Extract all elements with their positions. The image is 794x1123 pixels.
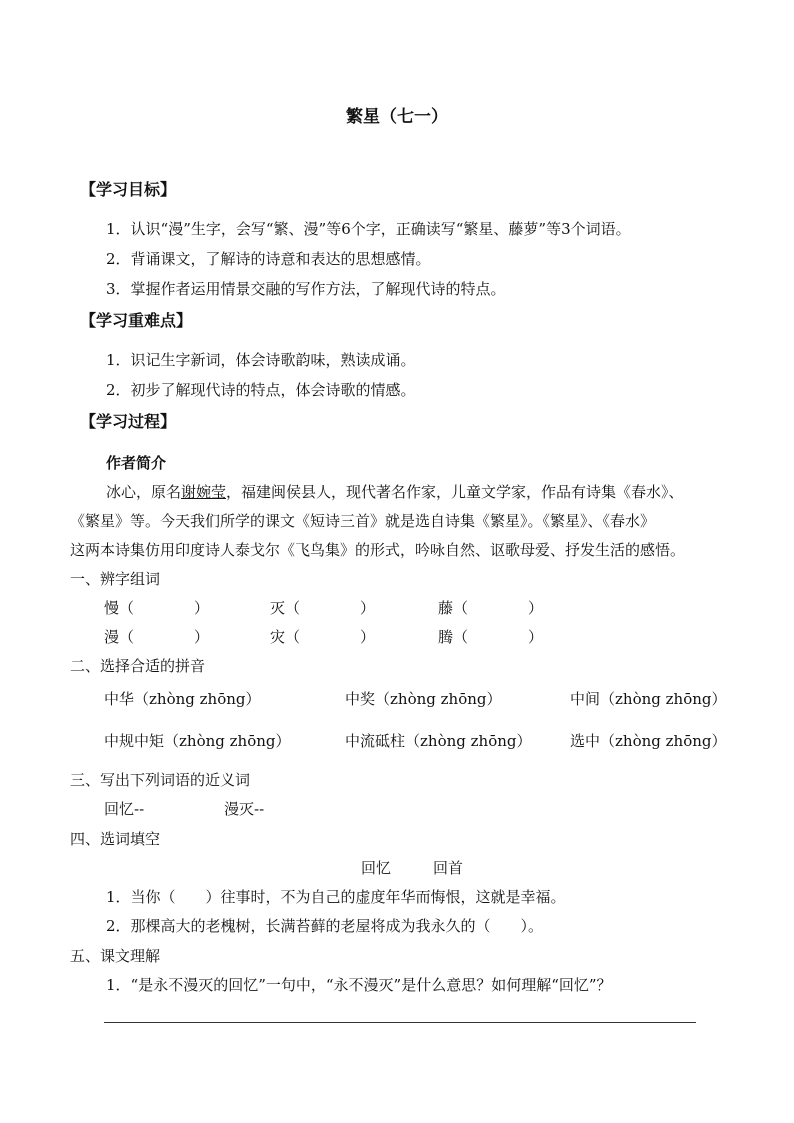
- answer-line[interactable]: [104, 1022, 696, 1023]
- goal-item-1: 1．认识“漫”生字，会写“繁、漫”等6个字，正确读写“繁星、藤萝”等3个词语。: [106, 220, 631, 238]
- pinyin-choice[interactable]: 选中（zhòng zhōng）: [570, 732, 727, 750]
- section-4-heading: 四、选词填空: [70, 830, 161, 848]
- word-blank[interactable]: 灾（ ）: [270, 628, 376, 646]
- section-5-heading: 五、课文理解: [70, 947, 161, 965]
- author-paragraph-line-2: 《繁星》等。今天我们所学的课文《短诗三首》就是选自诗集《繁星》。《繁星》、《春水》: [70, 512, 656, 530]
- fill-in-item-1[interactable]: 1．当你（ ）往事时，不为自己的虚度年华而悔恨，这就是幸福。: [106, 888, 566, 906]
- author-real-name: 谢婉莹: [181, 483, 227, 501]
- goal-item-2: 2．背诵课文，了解诗的诗意和表达的思想感情。: [106, 250, 431, 268]
- author-text: ，福建闽侯县人，现代著名作家，儿童文学家，作品有诗集《春水》、: [226, 483, 684, 501]
- word-blank[interactable]: 腾（ ）: [438, 628, 544, 646]
- page-title: 繁星（七一）: [346, 107, 448, 127]
- word-blank[interactable]: 藤（ ）: [438, 599, 544, 617]
- author-paragraph-line-3: 这两本诗集仿用印度诗人泰戈尔《飞鸟集》的形式，吟咏自然、讴歌母爱、抒发生活的感悟。: [70, 541, 686, 559]
- goals-heading: 【学习目标】: [80, 180, 177, 199]
- pinyin-choice[interactable]: 中华（zhòng zhōng）: [104, 690, 261, 708]
- word-blank[interactable]: 漫（ ）: [104, 628, 210, 646]
- author-paragraph-line-1: [106, 481, 684, 503]
- section-2-heading: 二、选择合适的拼音: [70, 657, 206, 675]
- comprehension-question-1: 1．“是永不漫灭的回忆”一句中，“永不漫灭”是什么意思？如何理解“回忆”？: [106, 976, 612, 994]
- author-text: 冰心，原名: [106, 483, 182, 501]
- word-blank[interactable]: 灭（ ）: [270, 599, 376, 617]
- word-option: 回首: [433, 859, 464, 877]
- word-option: 回忆: [361, 859, 392, 877]
- section-3-heading: 三、写出下列词语的近义词: [70, 771, 251, 789]
- process-heading: 【学习过程】: [80, 412, 177, 431]
- synonym-prompt[interactable]: 回忆--: [104, 800, 145, 818]
- author-intro-heading: 作者简介: [106, 454, 167, 472]
- pinyin-choice[interactable]: 中流砥柱（zhòng zhōng）: [345, 732, 532, 750]
- pinyin-choice[interactable]: 中间（zhòng zhōng）: [570, 690, 727, 708]
- fill-in-item-2[interactable]: 2．那棵高大的老槐树，长满苔藓的老屋将成为我永久的（ ）。: [106, 917, 544, 935]
- pinyin-choice[interactable]: 中规中矩（zhòng zhōng）: [104, 732, 291, 750]
- word-blank[interactable]: 慢（ ）: [104, 599, 210, 617]
- key-point-item-1: 1．识记生字新词，体会诗歌韵味，熟读成诵。: [106, 351, 416, 369]
- section-1-heading: 一、辨字组词: [70, 570, 161, 588]
- goal-item-3: 3．掌握作者运用情景交融的写作方法，了解现代诗的特点。: [106, 280, 506, 298]
- synonym-prompt[interactable]: 漫灭--: [224, 800, 265, 818]
- key-point-item-2: 2．初步了解现代诗的特点，体会诗歌的情感。: [106, 381, 416, 399]
- pinyin-choice[interactable]: 中奖（zhòng zhōng）: [345, 690, 502, 708]
- key-points-heading: 【学习重难点】: [80, 311, 193, 330]
